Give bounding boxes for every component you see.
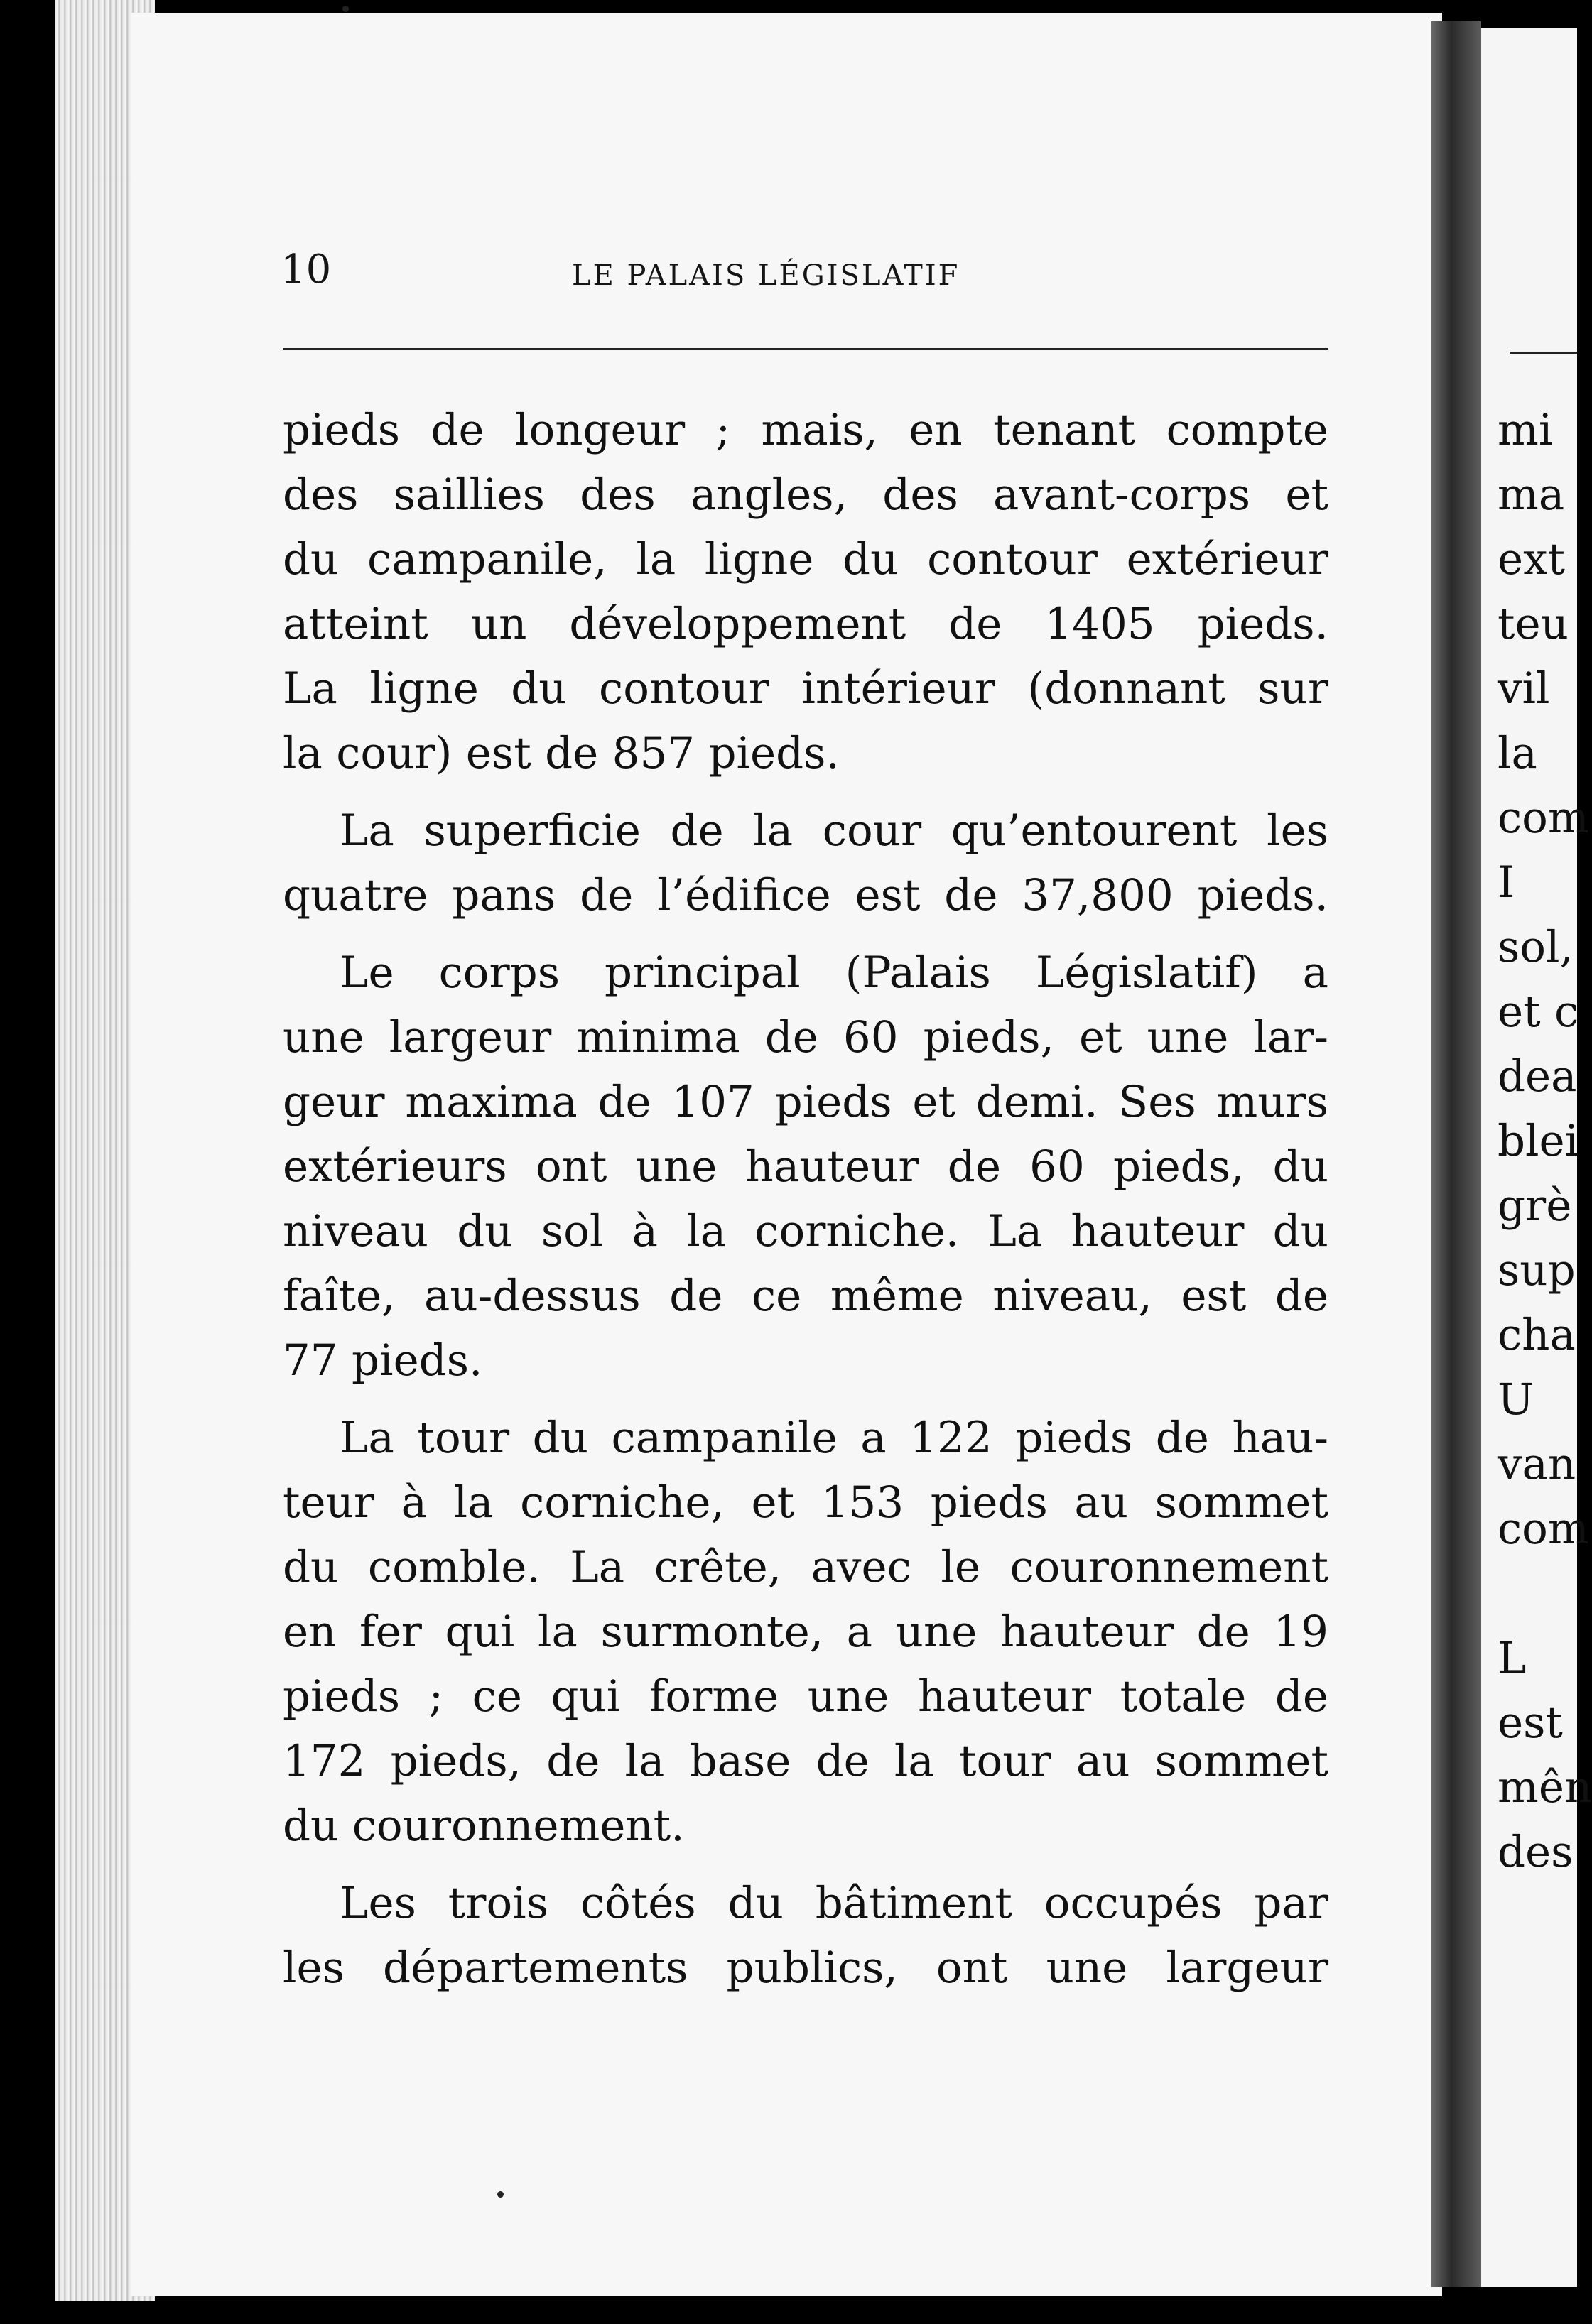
speck-mark bbox=[497, 2191, 504, 2198]
running-head bbox=[281, 241, 1332, 298]
paragraph-4 bbox=[283, 1406, 1328, 1858]
text-line: la cour) est de 857 pieds. bbox=[283, 728, 840, 778]
text-line: quatre pans de l’édifice est de 37,800 pieds. bbox=[283, 870, 1328, 921]
facing-fragment: et c bbox=[1498, 987, 1579, 1037]
facing-fragment: ext bbox=[1498, 534, 1566, 585]
text-line: 77 pieds. bbox=[283, 1335, 483, 1386]
text-line: les départements publics, ont une largeur bbox=[283, 1943, 1328, 1993]
facing-fragment: dea bbox=[1498, 1051, 1577, 1102]
text-line: faîte, au-dessus de ce même niveau, est de bbox=[283, 1271, 1328, 1321]
paragraph-3 bbox=[283, 940, 1328, 1393]
body-text bbox=[283, 398, 1328, 2013]
text-line: du campanile, la ligne du contour extérieur bbox=[283, 534, 1328, 585]
speck-mark bbox=[342, 6, 349, 12]
text-line: teur à la corniche, et 153 pieds au sommet bbox=[283, 1477, 1328, 1528]
facing-fragment: blei bbox=[1498, 1116, 1579, 1166]
facing-fragment: cha bbox=[1498, 1310, 1576, 1360]
text-line: geur maxima de 107 pieds et demi. Ses murs bbox=[283, 1077, 1328, 1127]
paragraph-1 bbox=[283, 398, 1328, 786]
facing-fragment: grè bbox=[1498, 1180, 1572, 1231]
facing-fragment: com bbox=[1498, 793, 1589, 843]
text-line: Les trois côtés du bâtiment occupés par bbox=[340, 1878, 1328, 1928]
text-line: extérieurs ont une hauteur de 60 pieds, du bbox=[283, 1141, 1328, 1192]
text-line: niveau du sol à la corniche. La hauteur du bbox=[283, 1206, 1328, 1256]
facing-fragment: ma bbox=[1498, 469, 1565, 520]
text-line: pieds de longeur ; mais, en tenant compte bbox=[283, 405, 1328, 455]
paragraph-2 bbox=[283, 798, 1328, 928]
facing-fragment: vil bbox=[1498, 663, 1550, 714]
facing-fragment: U bbox=[1498, 1374, 1534, 1425]
facing-fragment: est bbox=[1498, 1698, 1563, 1748]
running-title: LE PALAIS LÉGISLATIF bbox=[572, 259, 960, 292]
text-line: La tour du campanile a 122 pieds de hau- bbox=[340, 1413, 1328, 1463]
text-line: en fer qui la surmonte, a une hauteur de 19 bbox=[283, 1607, 1328, 1657]
facing-fragment: I bbox=[1498, 857, 1515, 908]
text-line: La superficie de la cour qu’entourent les bbox=[340, 805, 1328, 856]
book-gutter bbox=[1431, 21, 1481, 2287]
facing-fragment: teu bbox=[1498, 599, 1569, 649]
facing-fragment: la bbox=[1498, 728, 1537, 778]
facing-fragment: sup bbox=[1498, 1245, 1576, 1296]
page-number: 10 bbox=[281, 246, 332, 293]
facing-fragment: sol, bbox=[1498, 922, 1574, 972]
text-line: pieds ; ce qui forme une hauteur totale de bbox=[283, 1671, 1328, 1722]
text-line: du couronnement. bbox=[283, 1801, 685, 1851]
text-line: atteint un développement de 1405 pieds. bbox=[283, 599, 1328, 649]
paragraph-5 bbox=[283, 1871, 1328, 2000]
facing-fragment: des bbox=[1498, 1827, 1574, 1877]
facing-fragment: mi bbox=[1498, 405, 1553, 455]
text-line: La ligne du contour intérieur (donnant sur bbox=[283, 663, 1328, 714]
text-line: 172 pieds, de la base de la tour au sommet bbox=[283, 1736, 1328, 1786]
facing-page-text bbox=[1498, 398, 1592, 1884]
facing-fragment: com bbox=[1498, 1504, 1589, 1554]
facing-fragment bbox=[1498, 1561, 1576, 1626]
text-line: Le corps principal (Palais Législatif) a bbox=[340, 947, 1328, 998]
facing-fragment: L bbox=[1498, 1633, 1527, 1683]
text-line: une largeur minima de 60 pieds, et une lar- bbox=[283, 1012, 1328, 1063]
facing-page-rule bbox=[1510, 352, 1577, 354]
facing-fragment: mên bbox=[1498, 1762, 1592, 1813]
facing-fragment: van bbox=[1498, 1439, 1576, 1489]
text-line: du comble. La crête, avec le couronnement bbox=[283, 1542, 1328, 1592]
text-line: des saillies des angles, des avant-corps et bbox=[283, 469, 1328, 520]
header-rule bbox=[283, 348, 1328, 350]
